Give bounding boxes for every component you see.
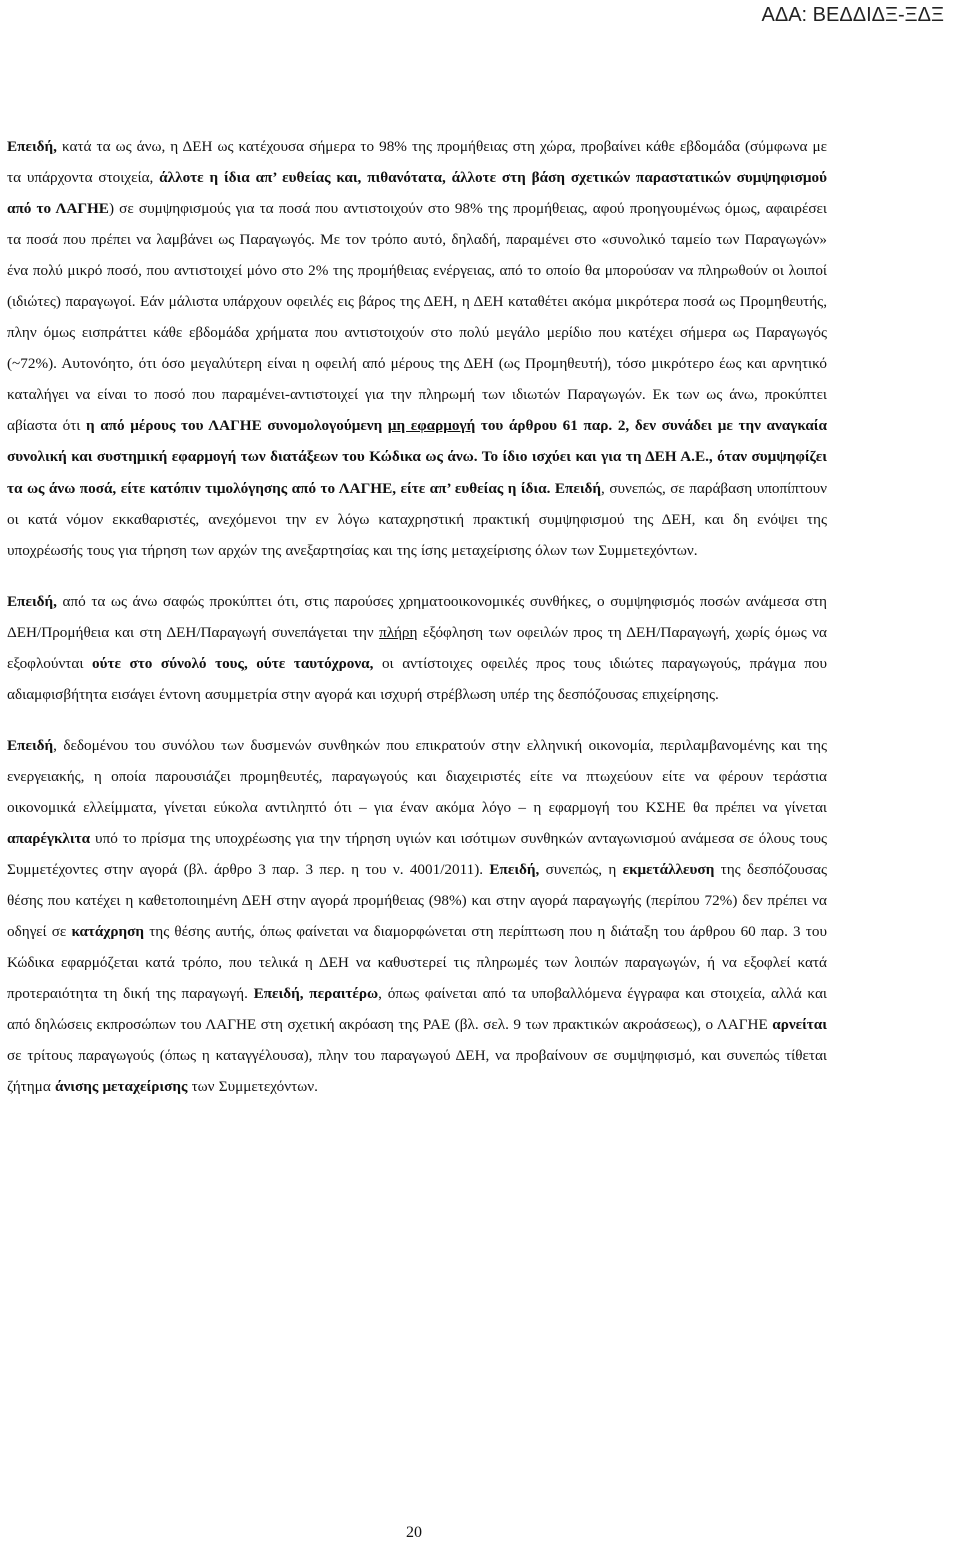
bold-text-segment: άλλοτε η ίδια απ’ ευθείας και, πιθανότατα, άλλοτε στη βάση σχετικών παραστατικών συμψηφισμού από το ΛΑΓΗΕ [7,169,827,218]
text-segment: συνεπώς, η [539,861,623,879]
bold-text-segment: άνισης μεταχείρισης [54,1078,188,1096]
text-segment: , δεδομένου του συνόλου των δυσμενών συνθηκών που επικρατούν στην ελληνική οικονομία, περιλαμβανομένης και της ενεργειακής, η οποία παρουσιάζει προμηθευτές, παραγωγούς και διαχειριστές είτε να πτωχεύουν είτε να φέρουν τεράστια οικονομικά ελλείμματα, γίνεται εύκολα αντιληπτό ότι – για έναν ακόμα λόγο – η εφαρμογή του ΚΣΗΕ θα πρέπει να γίνεται [7,736,827,816]
bold-text-segment: ούτε στο σύνολό τους, ούτε ταυτόχρονα, [92,654,374,672]
text-segment: εξόφληση των οφειλών προς τη ΔΕΗ/Παραγωγή, χωρίς όμως να εξοφλούνται [7,623,827,672]
text-segment: της θέσης αυτής, όπως φαίνεται να διαμορφώνεται στη περίπτωση που η διάταξη του άρθρου 60 παρ. 3 του Κώδικα εφαρμόζεται κατά τρόπο, που τελικά η ΔΕΗ να καθυστερεί τις πληρωμές των λοιπών παραγωγών, ή να εξοφλεί κατά προτεραιότητα τη δική της παραγωγή. [7,923,827,1003]
paragraph [7,131,827,566]
document-header-ada: ΑΔΑ: ΒΕΔΔΙΔΞ-ΞΔΞ [761,4,944,26]
text-segment: , όπως φαίνεται από τα υποβαλλόμενα έγγραφα και στοιχεία, αλλά και από δηλώσεις εκπροσώπων του ΛΑΓΗΕ στη σχετική ακρόαση της ΡΑΕ (βλ. σελ. 9 των πρακτικών ακροάσεως), ο ΛΑΓΗΕ [7,985,827,1034]
bold-text-segment: Επειδή, [489,861,540,879]
bold-text-segment: η από μέρους του ΛΑΓΗΕ συνομολογούμενη [86,417,388,435]
page-number: 20 [406,1524,422,1541]
text-segment: ) σε συμψηφισμούς για τα ποσά που αντιστοιχούν στο 98% της προμήθειας, αφού προηγουμένως όμως, αφαιρέσει τα ποσά που πρέπει να λαμβάνει ως Παραγωγός. Με τον τρόπο αυτό, δηλαδή, παραμένει στο «συνολικό ταμείο των Παραγωγών» ένα πολύ μικρό ποσό, που αντιστοιχεί μόνο στο 2% της προμήθειας ενέργειας, από το οποίο θα μπορούσαν να πληρωθούν οι λοιποί (ιδιώτες) παραγωγοί. Εάν μάλιστα υπάρχουν οφειλές εις βάρος της ΔΕΗ, η ΔΕΗ καταθέτει ακόμα μικρότερα ποσά ως Προμηθευτής, πλην όμως εισπράττει κάθε εβδομάδα χρήματα που αντιστοιχούν στο πολύ μεγάλο μερίδιο που κατέχει σήμερα ως Παραγωγός (~72%). Αυτονόητο, ότι όσο μεγαλύτερη είναι η οφειλή από μέρους της ΔΕΗ (ως Προμηθευτή), τόσο μικρότερο έως και αρνητικό καταλήγει να είναι το ποσό που παραμένει-αντιστοιχεί για την πληρωμή των ιδιωτών Παραγωγών. Εκ των ως άνω, προκύπτει αβίαστα ότι [7,200,827,435]
bold-text-segment: Επειδή, [7,138,57,155]
text-segment: οι αντίστοιχες οφειλές προς τους ιδιώτες παραγωγούς, πράγμα που αδιαμφισβήτητα εισάγει έντονη ασυμμετρία στην αγορά και ισχυρή στρέβλωση υπέρ της δεσπόζουσας επιχείρησης. [7,654,827,703]
text-segment: , συνεπώς, σε παράβαση υποπίπτουν οι κατά νόμον εκκαθαριστές, ανεχόμενοι την εν λόγω καταχρηστική πρακτική συμψηφισμού της ΔΕΗ, και δη ενόψει της υποχρέωσής τους για τήρηση των αρχών της ανεξαρτησίας και της ίσης μεταχείρισης όλων των Συμμετεχόντων. [7,479,827,559]
bold-text-segment: μη εφαρμογή [387,417,476,435]
text-segment: των Συμμετεχόντων. [187,1078,318,1096]
document-body [7,131,827,1102]
text-segment: σε τρίτους παραγωγούς (όπως η καταγγέλουσα), πλην του παραγωγού ΔΕΗ, να προβαίνουν σε συμψηφισμό, και συνεπώς τίθεται ζήτημα [7,1047,827,1096]
text-segment: πλήρη [379,623,418,641]
bold-text-segment: Επειδή, περαιτέρω [253,985,379,1003]
bold-text-segment: κατάχρηση [71,923,145,941]
text-segment: από τα ως άνω σαφώς προκύπτει ότι, στις παρούσες χρηματοοικονομικές συνθήκες, ο συμψηφισμός ποσών ανάμεσα στη ΔΕΗ/Προμήθεια και στη ΔΕΗ/Παραγωγή συνεπάγεται την [7,592,827,641]
paragraph [7,586,827,710]
bold-text-segment: απαρέγκλιτα [7,829,91,847]
bold-text-segment: Επειδή [7,736,54,754]
paragraph [7,730,827,1103]
text-segment: κατά τα ως άνω, η ΔΕΗ ως κατέχουσα σήμερα το 98% της προμήθειας στη χώρα, προβαίνει κάθε εβδομάδα (σύμφωνα με τα υπάρχοντα στοιχεία, [7,138,827,187]
text-segment: υπό το πρίσμα της υποχρέωσης για την τήρηση υγιών και ισότιμων συνθηκών ανταγωνισμού ανάμεσα σε όλους τους Συμμετέχοντες στην αγορά (βλ. άρθρο 3 παρ. 3 περ. η του ν. 4001/2011). [7,829,827,879]
bold-text-segment: αρνείται [772,1016,827,1034]
bold-text-segment: Επειδή, [7,592,57,610]
bold-text-segment: του άρθρου 61 παρ. 2, δεν συνάδει με την αναγκαία συνολική και συστημική εφαρμογή των διατάξεων του Κώδικα ως άνω. Το ίδιο ισχύει και για τη ΔΕΗ Α.Ε., όταν συμψηφίζει τα ως άνω ποσά, είτε κατόπιν τιμολόγησης από το ΛΑΓΗΕ, είτε απ’ ευθείας η ίδια. Επειδή [7,417,827,497]
bold-text-segment: εκμετάλλευση [622,861,715,879]
text-segment: της δεσπόζουσας θέσης που κατέχει η καθετοποιημένη ΔΕΗ στην αγορά προμήθειας (98%) και στην αγορά παραγωγής (περίπου 72%) δεν πρέπει να οδηγεί σε [7,861,827,941]
